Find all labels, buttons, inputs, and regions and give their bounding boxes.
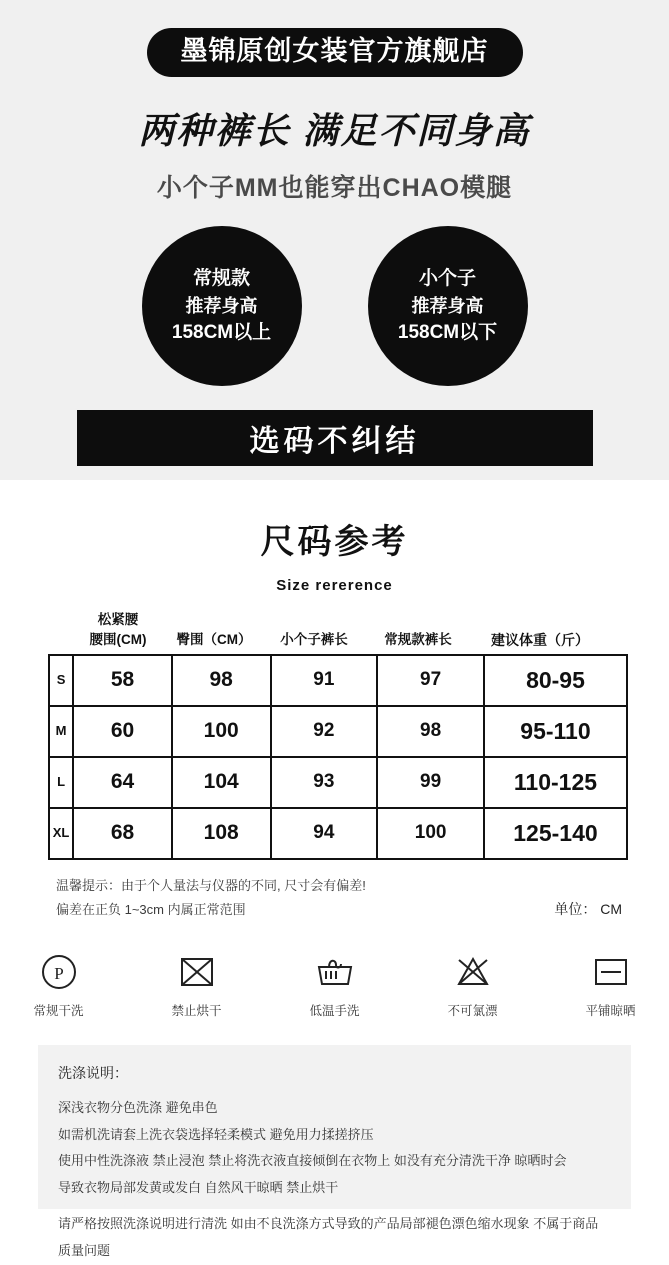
circle-line2: 推荐身高 <box>185 295 258 316</box>
header-weight: 建议体重（斤） <box>491 631 589 648</box>
size-chart-section <box>0 514 669 923</box>
care-item-flat-dry <box>566 951 656 1019</box>
hand-wash-icon <box>290 951 380 993</box>
cell-short-length: 93 <box>271 757 378 808</box>
cell-short-length: 94 <box>271 808 378 859</box>
circle-line1: 小个子 <box>418 268 476 290</box>
wash-line-2: 如需机洗请套上洗衣袋选择轻柔模式 避免用力揉搓挤压 <box>58 1126 374 1142</box>
cell-waist: 58 <box>73 655 172 706</box>
cell-regular-length: 99 <box>377 757 484 808</box>
care-item-no-bleach <box>428 951 518 1019</box>
care-label: 不可氯漂 <box>447 1003 498 1018</box>
table-row <box>49 706 627 757</box>
no-bleach-icon <box>428 951 518 993</box>
care-label: 常规干洗 <box>33 1003 84 1018</box>
cell-short-length: 92 <box>271 706 378 757</box>
care-item-hand-wash <box>290 951 380 1019</box>
cell-weight: 125-140 <box>484 808 627 859</box>
height-circle-regular <box>142 226 302 386</box>
height-circle-petite <box>368 226 528 386</box>
header-waist-top: 松紧腰 <box>97 612 139 627</box>
circle-line1: 常规款 <box>192 268 250 290</box>
hero-headline: 两种裤长 满足不同身高 <box>138 110 531 151</box>
header-index <box>48 651 70 654</box>
size-table <box>48 654 628 860</box>
cell-waist: 60 <box>73 706 172 757</box>
height-recommendation-group <box>0 226 669 386</box>
row-size-label: XL <box>49 808 73 859</box>
wash-line-3: 使用中性洗涤液 禁止浸泡 禁止将洗衣液直接倾倒在衣物上 如没有充分清洗干净 晾晒时会 <box>58 1153 567 1169</box>
wash-title: 洗涤说明： <box>58 1064 128 1081</box>
size-chart-title: 尺码参考 <box>260 523 409 561</box>
note-line-1: 温馨提示：由于个人量法与仪器的不同, 尺寸会有偏差! <box>56 877 366 893</box>
cell-waist: 68 <box>73 808 172 859</box>
svg-text:P: P <box>53 963 64 983</box>
wash-spacer <box>58 1201 611 1211</box>
care-icon-row <box>0 951 669 1019</box>
row-size-label: L <box>49 757 73 808</box>
care-label: 禁止烘干 <box>171 1003 222 1018</box>
cell-regular-length: 100 <box>377 808 484 859</box>
cell-weight: 95-110 <box>484 706 627 757</box>
table-row <box>49 757 627 808</box>
cell-regular-length: 98 <box>377 706 484 757</box>
cell-waist: 64 <box>73 757 172 808</box>
circle-line3: 158CM以上 <box>171 322 272 344</box>
hero-section <box>0 0 669 480</box>
size-choice-banner: 选码不纠结 <box>77 410 593 466</box>
circle-line2: 推荐身高 <box>411 295 484 316</box>
header-short-length: 小个子裤长 <box>280 632 348 648</box>
hero-subheadline: 小个子MM也能穿出CHAO模腿 <box>156 174 513 202</box>
cell-regular-length: 97 <box>377 655 484 706</box>
header-waist <box>70 610 166 654</box>
header-waist-bottom: 腰围(CM) <box>89 632 147 648</box>
measurement-note <box>56 874 622 923</box>
row-size-label: S <box>49 655 73 706</box>
shop-name-banner <box>0 28 669 77</box>
cell-hip: 104 <box>172 757 271 808</box>
header-regular-length: 常规款裤长 <box>384 632 452 648</box>
cell-weight: 80-95 <box>484 655 627 706</box>
table-row <box>49 655 627 706</box>
measurement-unit: 单位： CM <box>554 901 622 918</box>
cell-hip: 108 <box>172 808 271 859</box>
wash-instructions-section <box>38 1045 631 1259</box>
no-tumble-dry-icon <box>152 951 242 993</box>
cell-hip: 98 <box>172 655 271 706</box>
circle-line3: 158CM以下 <box>397 322 498 344</box>
size-table-header-row <box>48 610 628 654</box>
wash-line-1: 深浅衣物分色洗涤 避免串色 <box>58 1099 218 1115</box>
care-item-no-tumble-dry <box>152 951 242 1019</box>
cell-weight: 110-125 <box>484 757 627 808</box>
care-label: 低温手洗 <box>309 1003 360 1018</box>
wash-footer: 请严格按照洗涤说明进行清洗 如由不良洗涤方式导致的产品局部褪色漂色缩水现象 不属于商品质量问题 <box>58 1216 599 1259</box>
wash-line-4: 导致衣物局部发黄或发白 自然风干晾晒 禁止烘干 <box>58 1179 339 1195</box>
cell-short-length: 91 <box>271 655 378 706</box>
dry-clean-icon <box>14 951 104 993</box>
size-chart-subtitle: Size rererence <box>276 577 393 594</box>
cell-hip: 100 <box>172 706 271 757</box>
table-row <box>49 808 627 859</box>
care-item-dry-clean <box>14 951 104 1019</box>
shop-name-text: 墨锦原创女装官方旗舰店 <box>147 28 523 77</box>
note-line-2: 偏差在正负 1~3cm 内属正常范围 <box>56 902 246 918</box>
care-label: 平铺晾晒 <box>585 1003 636 1018</box>
header-hip: 臀围（CM） <box>176 632 252 648</box>
flat-dry-icon <box>566 951 656 993</box>
row-size-label: M <box>49 706 73 757</box>
